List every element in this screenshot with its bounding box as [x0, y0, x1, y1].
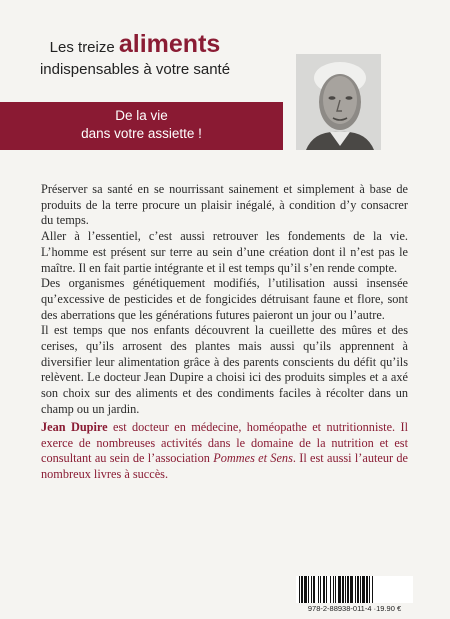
- tagline-line-2: dans votre assiette !: [81, 126, 202, 141]
- tagline-line-1: De la vie: [115, 108, 168, 123]
- paragraph: Des organismes génétiquement modifiés, l’utilisation aussi insensée qu’excessive de pesticides et de fongicides détruisant faune et flore, sont des aberrations que les générations futures paieront un jour ou l’autre.: [41, 276, 408, 322]
- association-name: Pommes et Sens: [213, 451, 293, 466]
- title-highlight: aliments: [118, 30, 221, 58]
- portrait-icon: [296, 54, 381, 150]
- isbn-price: 978-2-88938-011-4 ·19.90 €: [307, 604, 402, 613]
- author-name: Jean Dupire: [41, 420, 108, 434]
- paragraph: Aller à l’essentiel, c’est aussi retrouver les fondements de la vie. L’homme est présent sur terre au sein d’une création dont il n’est pas le maître. Il en fait partie intégrante et il est temps qu’il s’en rende compte.: [41, 229, 408, 275]
- tagline-banner: [0, 102, 283, 150]
- cover-title: [0, 30, 270, 78]
- paragraph: Préserver sa santé en se nourrissant sainement et simplement à base de produits de la terre procure un plaisir inégalé, à condition d’y consacrer du temps.: [41, 182, 408, 228]
- author-bio: Jean Dupire est docteur en médecine, homéopathe et nutritionniste. Il exerce de nombreuses activités dans le domaine de la nutrition et est consultant au sein de l’association Pommes et Sens. Il est aussi l’auteur de nombreux livres à succès.: [41, 420, 408, 482]
- paragraph: Il est temps que nos enfants découvrent la cueillette des mûres et des cerises, qu’ils arrosent des plantes mais aussi qu’ils apprennent à diversifier leur alimentation grâce à des parents conscients du défit qu’ils relèvent. Le docteur Jean Dupire a choisi ici des produits simples et a axé son choix sur des aliments et des condiments faciles à récolter dans un champ ou un jardin.: [41, 323, 408, 416]
- back-cover-text: [41, 182, 408, 418]
- barcode-icon: [296, 576, 413, 603]
- title-line-2: indispensables à votre santé: [39, 61, 231, 78]
- title-line-1: Les treize aliments: [49, 30, 221, 58]
- author-portrait: [296, 54, 381, 150]
